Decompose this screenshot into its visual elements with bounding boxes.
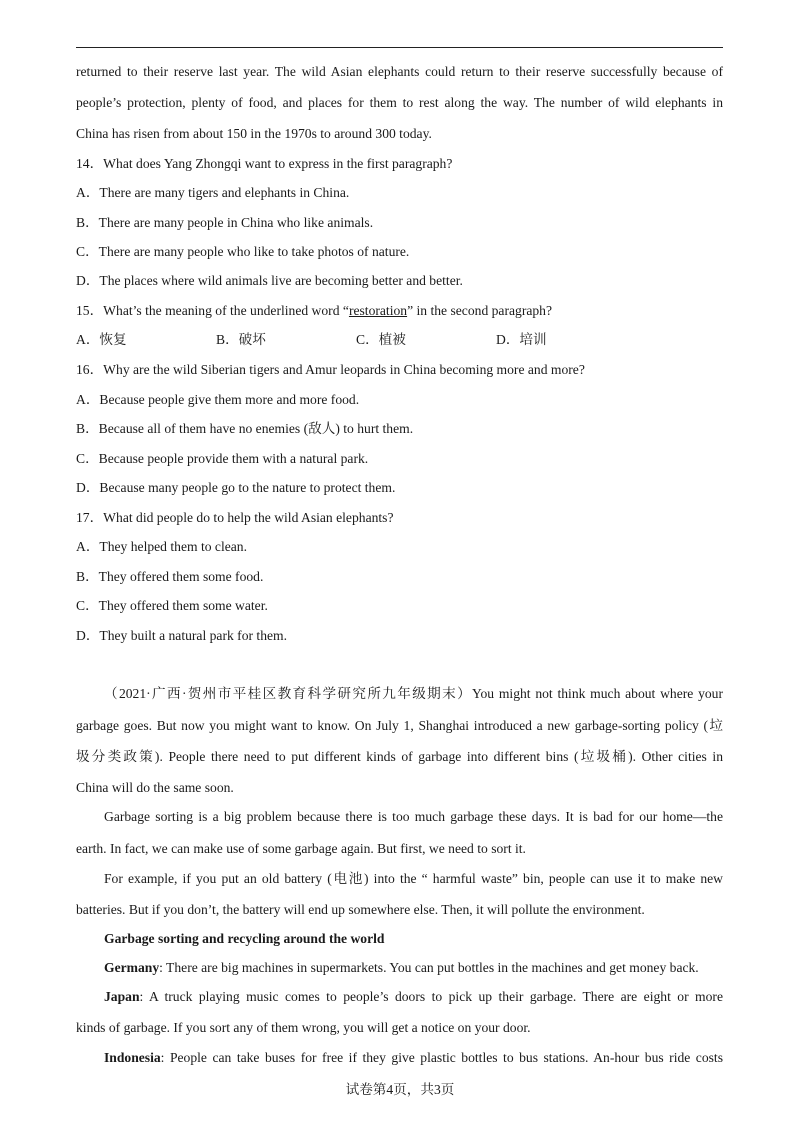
q15-option-a: A．恢复 — [76, 332, 127, 347]
q15-option-d: D．培训 — [496, 332, 547, 347]
japan-paragraph — [104, 988, 723, 1006]
q14-option-c: C．There are many people who like to take photos of nature. — [76, 244, 410, 259]
passage2-line: kinds of garbage. If you sort any of them wrong, you will get a notice on your door. — [76, 1020, 531, 1035]
q14-option-d: D．The places where wild animals live are becoming better and better. — [76, 273, 463, 288]
passage-line: people’s protection, plenty of food, and places for them to rest along the way. The number of wild elephants in — [76, 95, 723, 110]
passage-line: China has risen from about 150 in the 1970s to around 300 today. — [76, 126, 432, 141]
underlined-word: restoration — [348, 303, 408, 318]
question-14-stem: 14．What does Yang Zhongqi want to express in the first paragraph? — [76, 156, 453, 171]
q15-options — [76, 331, 723, 349]
passage2-line: Garbage sorting is a big problem because there is too much garbage these days. It is bad for our home—the — [104, 809, 723, 824]
country-label: Japan — [104, 989, 140, 1004]
passage2-line: China will do the same soon. — [76, 780, 234, 795]
q14-option-a: A．There are many tigers and elephants in China. — [76, 185, 350, 200]
q16-option-c: C．Because people provide them with a natural park. — [76, 451, 369, 466]
germany-paragraph — [104, 959, 723, 977]
q17-option-d: D．They built a natural park for them. — [76, 628, 288, 643]
passage2-line: （2021·广西·贺州市平桂区教育科学研究所九年级期末）You might not think much about where your — [104, 686, 723, 701]
question-16-stem: 16．Why are the wild Siberian tigers and Amur leopards in China becoming more and more? — [76, 362, 585, 377]
passage2-line: 圾分类政策). People there need to put different kinds of garbage into different bins (垃圾桶). Other cities in — [76, 749, 723, 764]
japan-text: : A truck playing music comes to people’s doors to pick up their garbage. There are eight or more — [139, 989, 723, 1004]
section-heading: Garbage sorting and recycling around the world — [104, 931, 385, 946]
q17-option-a: A．They helped them to clean. — [76, 539, 247, 554]
germany-text: : There are big machines in supermarkets. You can put bottles in the machines and get money back. — [159, 960, 699, 975]
q16-option-d: D．Because many people go to the nature to protect them. — [76, 480, 396, 495]
q15-stem-after: ” in the second paragraph? — [407, 303, 553, 318]
q14-option-b: B．There are many people in China who like animals. — [76, 215, 374, 230]
q16-option-a: A．Because people give them more and more food. — [76, 392, 360, 407]
q16-option-b: B．Because all of them have no enemies (敌人) to hurt them. — [76, 421, 414, 436]
passage2-line: earth. In fact, we can make use of some garbage again. But first, we need to sort it. — [76, 841, 526, 856]
indonesia-paragraph — [104, 1049, 723, 1067]
passage2-line: For example, if you put an old battery (电池) into the “ harmful waste” bin, people can use it to make new — [104, 871, 723, 886]
q15-option-b: B．破坏 — [216, 332, 266, 347]
passage-line: returned to their reserve last year. The wild Asian elephants could return to their reserve successfully because of — [76, 64, 723, 79]
question-15-stem — [76, 302, 723, 320]
q15-stem-before: 15．What’s the meaning of the underlined word “ — [76, 303, 349, 318]
question-17-stem: 17．What did people do to help the wild Asian elephants? — [76, 510, 394, 525]
country-label: Germany — [104, 960, 160, 975]
indonesia-text: : People can take buses for free if they give plastic bottles to bus stations. An-hour bus ride costs — [160, 1050, 723, 1065]
passage2-line: batteries. But if you don’t, the battery will end up somewhere else. Then, it will pollute the environment. — [76, 902, 645, 917]
q15-option-c: C．植被 — [356, 332, 406, 347]
page-footer: 试卷第4页，共3页 — [345, 1082, 455, 1097]
q17-option-c: C．They offered them some water. — [76, 598, 268, 613]
header-rule — [76, 47, 723, 48]
country-label: Indonesia — [104, 1050, 161, 1065]
passage2-line: garbage goes. But now you might want to know. On July 1, Shanghai introduced a new garbage-sorting policy (垃 — [76, 718, 723, 733]
q17-option-b: B．They offered them some food. — [76, 569, 264, 584]
